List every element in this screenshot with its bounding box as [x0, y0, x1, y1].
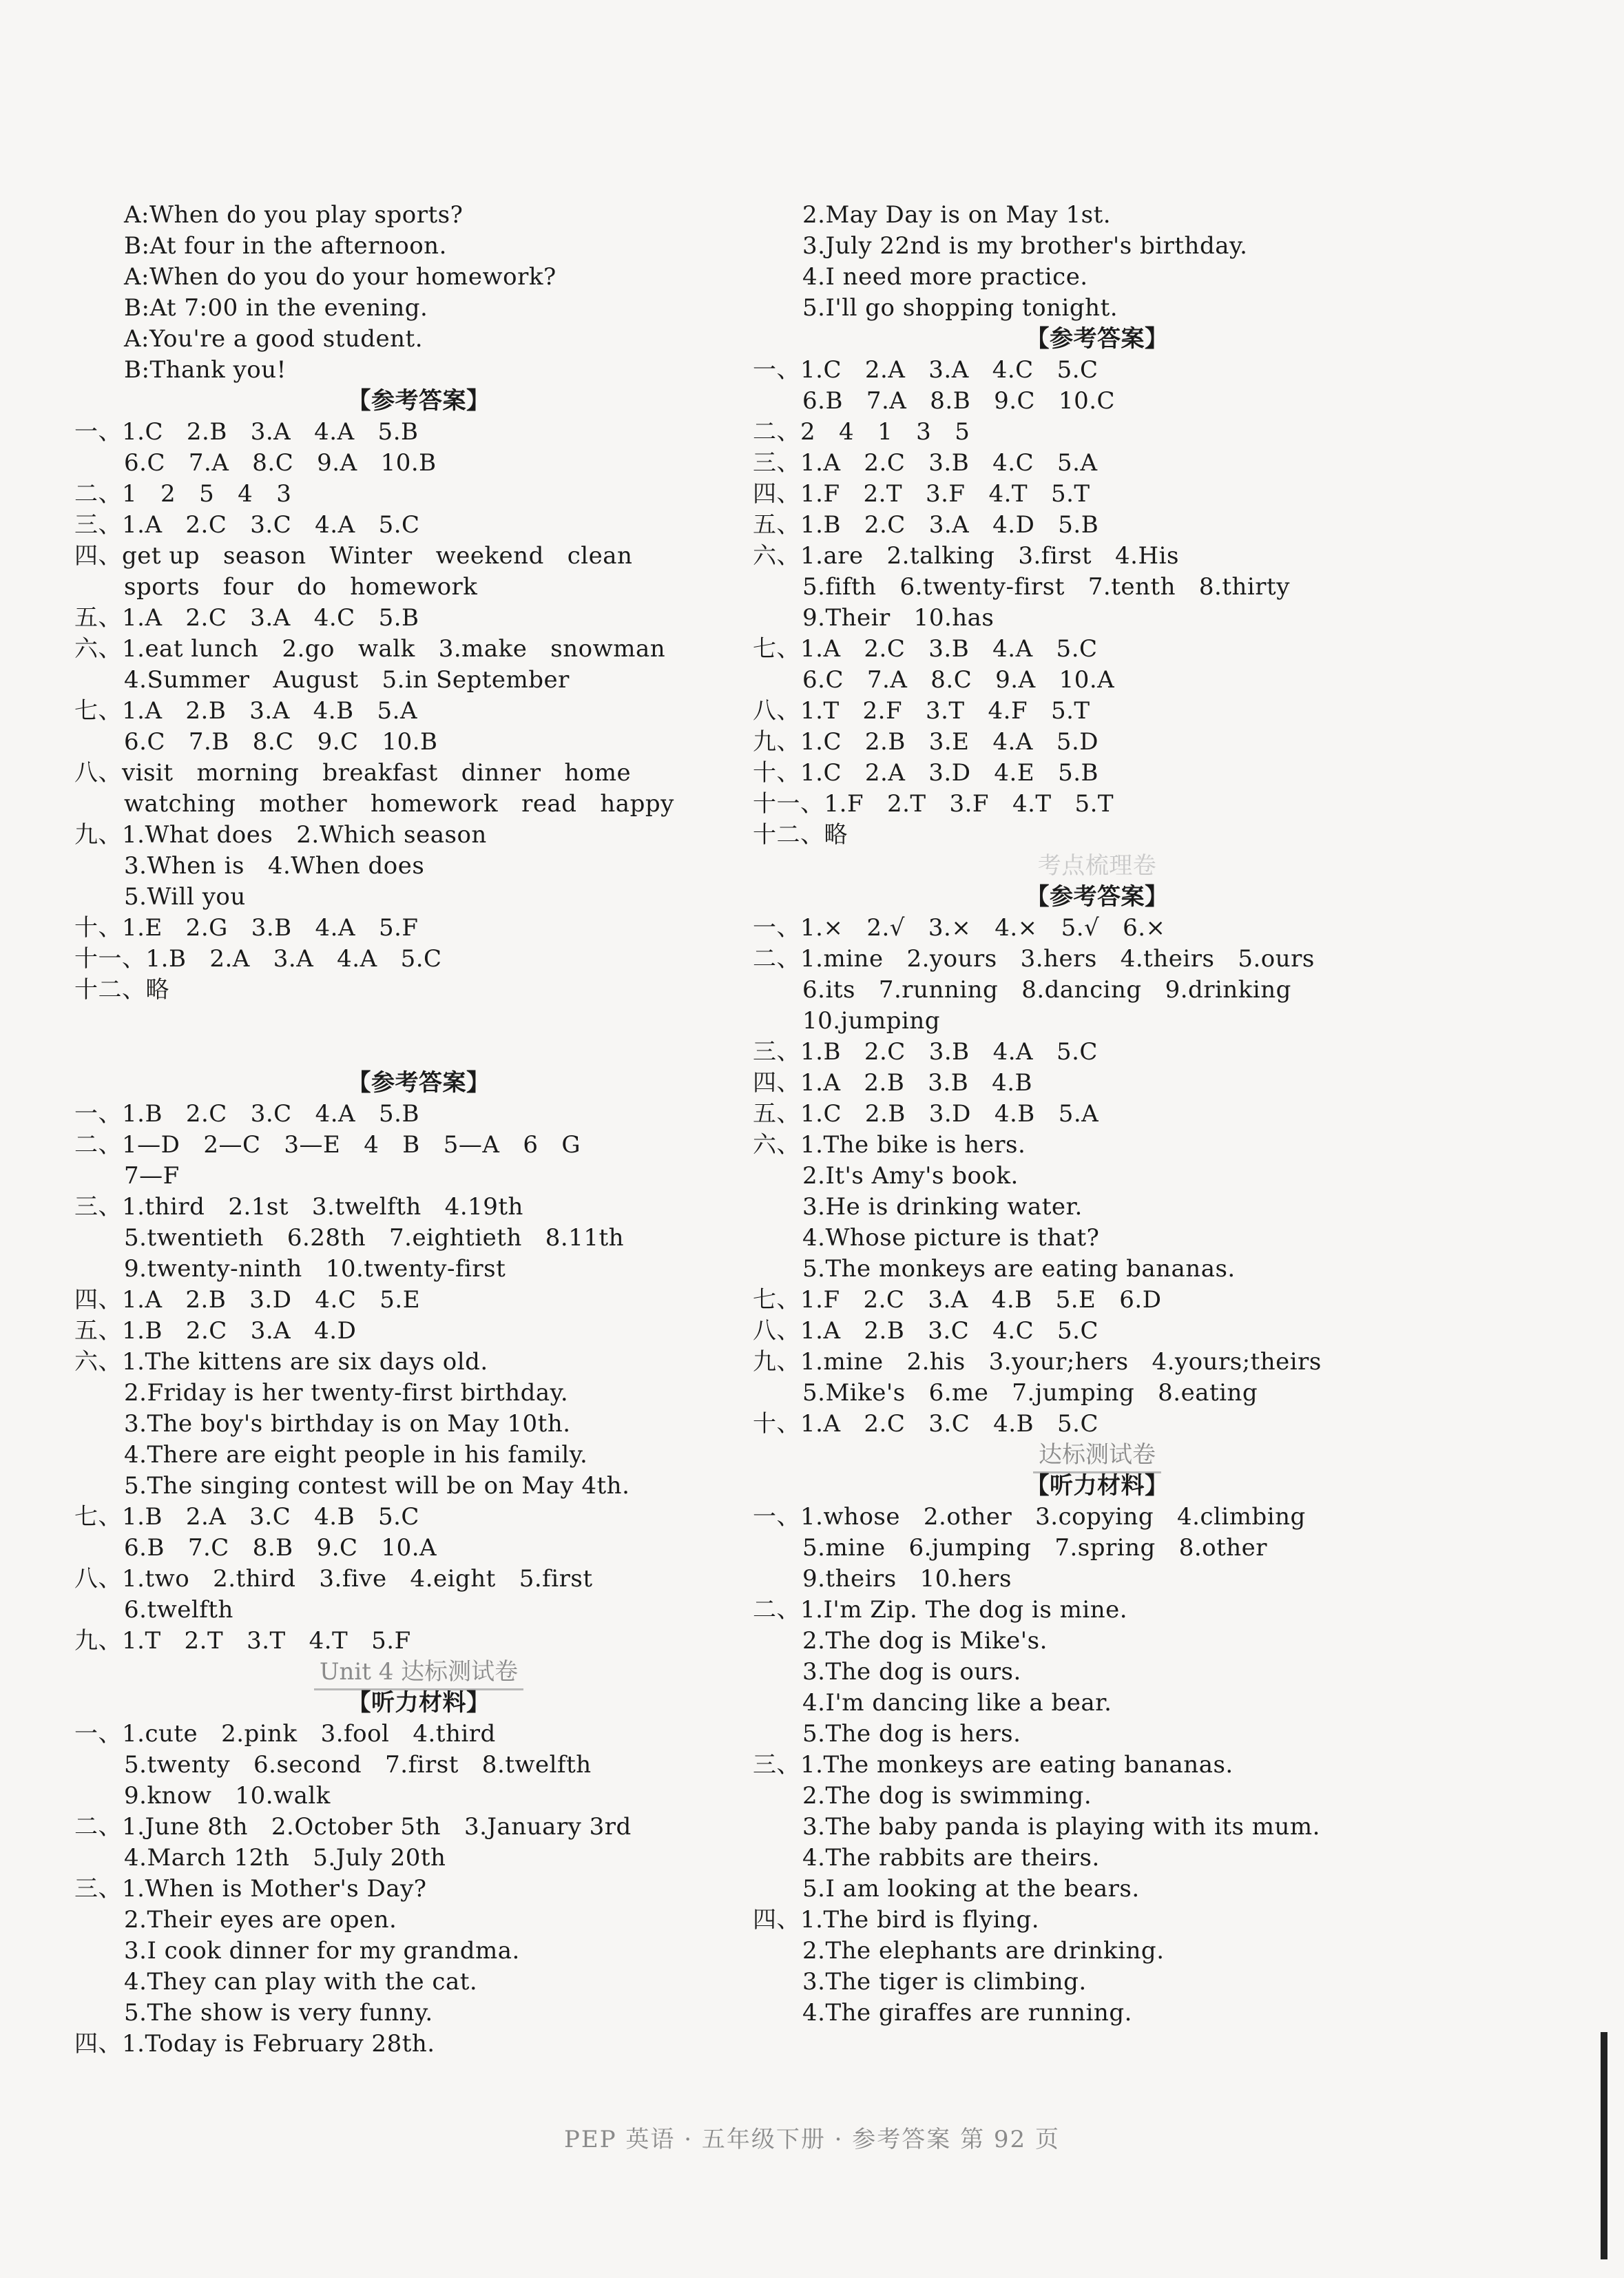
answer-line: 2.It's Amy's book.	[802, 1162, 1019, 1190]
answer-line: 五、1.B 2.C 3.A 4.D 5.B	[753, 511, 1099, 539]
answer-line: 4.They can play with the cat.	[124, 1968, 478, 1996]
answer-line: 4.There are eight people in his family.	[124, 1441, 588, 1469]
unit-heading-text: 达标测试卷	[1033, 1441, 1161, 1473]
answer-line: 2.The dog is Mike's.	[802, 1627, 1048, 1655]
answer-line: 3.The baby panda is playing with its mum.	[802, 1813, 1320, 1841]
answer-line: 5.mine 6.jumping 7.spring 8.other	[802, 1534, 1268, 1562]
answer-line: 八、visit morning breakfast dinner home	[74, 759, 632, 787]
answer-line: 一、1.cute 2.pink 3.fool 4.third	[74, 1720, 496, 1748]
answer-line: 3.He is drinking water.	[802, 1193, 1083, 1221]
answer-line: 4.The giraffes are running.	[802, 1999, 1132, 2027]
answer-line: 3.The boy's birthday is on May 10th.	[124, 1410, 571, 1438]
answer-line: 4.Whose picture is that?	[802, 1224, 1100, 1252]
section-title: 【听力材料】	[1026, 1472, 1169, 1500]
answer-line: 七、1.F 2.C 3.A 4.B 5.E 6.D	[753, 1286, 1162, 1314]
answer-line: 4.I'm dancing like a bear.	[802, 1689, 1112, 1717]
answer-line: 6.C 7.A 8.C 9.A 10.B	[124, 449, 437, 477]
answer-line: 3.The dog is ours.	[802, 1658, 1021, 1686]
answer-line: 2.The dog is swimming.	[802, 1782, 1092, 1810]
answer-line: 四、1.The bird is flying.	[753, 1906, 1040, 1934]
answer-line: 3.The tiger is climbing.	[802, 1968, 1087, 1996]
answer-line: 5.Mike's 6.me 7.jumping 8.eating	[802, 1379, 1258, 1407]
answer-line: 5.I'll go shopping tonight.	[802, 294, 1118, 322]
answer-line: 九、1.T 2.T 3.T 4.T 5.F	[74, 1627, 411, 1655]
answer-line: watching mother homework read happy	[124, 790, 674, 818]
answer-line: 三、1.The monkeys are eating bananas.	[753, 1751, 1233, 1779]
answer-line: 五、1.A 2.C 3.A 4.C 5.B	[74, 604, 419, 632]
answer-line: 2.Their eyes are open.	[124, 1906, 397, 1934]
answer-line: 九、1.What does 2.Which season	[74, 821, 487, 849]
answer-line: 9.twenty-ninth 10.twenty-first	[124, 1255, 506, 1283]
answer-line: 6.its 7.running 8.dancing 9.drinking	[802, 976, 1291, 1004]
section-title: 【参考答案】	[347, 1069, 490, 1097]
answer-line: 十一、1.F 2.T 3.F 4.T 5.T	[753, 790, 1114, 818]
answer-line: 6.B 7.C 8.B 9.C 10.A	[124, 1534, 437, 1562]
answer-line: 5.fifth 6.twenty-first 7.tenth 8.thirty	[802, 573, 1290, 601]
answer-line: 二、1 2 5 4 3	[74, 480, 292, 508]
answer-line: 七、1.B 2.A 3.C 4.B 5.C	[74, 1503, 419, 1531]
answer-line: 3.July 22nd is my brother's birthday.	[802, 232, 1248, 260]
answer-line: 二、1.June 8th 2.October 5th 3.January 3rd	[74, 1813, 632, 1841]
answer-line: 四、1.Today is February 28th.	[74, 2030, 435, 2058]
answer-line: 二、1—D 2—C 3—E 4 B 5—A 6 G	[74, 1131, 581, 1159]
answer-line: 2.Friday is her twenty-first birthday.	[124, 1379, 569, 1407]
answer-line: 10.jumping	[802, 1007, 941, 1035]
answer-line: 一、1.× 2.√ 3.× 4.× 5.√ 6.×	[753, 914, 1166, 942]
answer-line: 一、1.C 2.B 3.A 4.A 5.B	[74, 418, 419, 446]
right-column	[753, 200, 1441, 2029]
answer-line: 5.The monkeys are eating bananas.	[802, 1255, 1236, 1283]
answer-line: B:At 7:00 in the evening.	[124, 294, 428, 322]
answer-line: 9.know 10.walk	[124, 1782, 331, 1810]
answer-line: 5.twentieth 6.28th 7.eightieth 8.11th	[124, 1224, 625, 1252]
answer-line: 4.Summer August 5.in September	[124, 666, 570, 694]
answer-line: 6.C 7.A 8.C 9.A 10.A	[802, 666, 1115, 694]
answer-line	[74, 1037, 763, 1068]
unit-heading	[74, 1657, 763, 1688]
answer-line: 七、1.A 2.C 3.B 4.A 5.C	[753, 635, 1098, 663]
answer-line: 八、1.T 2.F 3.T 4.F 5.T	[753, 697, 1090, 725]
answer-line: 十、1.E 2.G 3.B 4.A 5.F	[74, 914, 419, 942]
answer-line: 八、1.two 2.third 3.five 4.eight 5.first	[74, 1565, 593, 1593]
answer-line: 2.May Day is on May 1st.	[802, 201, 1112, 229]
answer-line: 四、1.A 2.B 3.B 4.B	[753, 1069, 1033, 1097]
answer-line: 6.B 7.A 8.B 9.C 10.C	[802, 387, 1116, 415]
answer-line: 6.twelfth	[124, 1596, 233, 1624]
answer-line: 9.theirs 10.hers	[802, 1565, 1012, 1593]
answer-line	[74, 1006, 763, 1037]
answer-line: 八、1.A 2.B 3.C 4.C 5.C	[753, 1317, 1099, 1345]
answer-line: A:You're a good student.	[124, 325, 424, 353]
answer-line: 二、1.I'm Zip. The dog is mine.	[753, 1596, 1128, 1624]
answer-line: 5.The show is very funny.	[124, 1999, 433, 2027]
answer-line: 9.Their 10.has	[802, 604, 995, 632]
section-title: 【听力材料】	[347, 1689, 490, 1717]
answer-line: 六、1.The bike is hers.	[753, 1131, 1026, 1159]
left-column	[74, 200, 763, 2060]
answer-line: B:Thank you!	[124, 356, 287, 384]
answer-line: 四、get up season Winter weekend clean	[74, 542, 633, 570]
answer-line: 三、1.third 2.1st 3.twelfth 4.19th	[74, 1193, 523, 1221]
answer-line: 5.The dog is hers.	[802, 1720, 1021, 1748]
answer-line: 九、1.mine 2.his 3.your;hers 4.yours;theirs	[753, 1348, 1322, 1376]
section-watermark-title: 考点梳理卷	[1037, 852, 1157, 880]
answer-line: 十、1.A 2.C 3.C 4.B 5.C	[753, 1410, 1099, 1438]
answer-line: 六、1.The kittens are six days old.	[74, 1348, 488, 1376]
answer-line: 一、1.B 2.C 3.C 4.A 5.B	[74, 1100, 419, 1128]
answer-line: 九、1.C 2.B 3.E 4.A 5.D	[753, 728, 1099, 756]
answer-line: 三、1.B 2.C 3.B 4.A 5.C	[753, 1038, 1098, 1066]
answer-line: 十一、1.B 2.A 3.A 4.A 5.C	[74, 945, 442, 973]
answer-line: 三、1.A 2.C 3.B 4.C 5.A	[753, 449, 1098, 477]
answer-line: 7—F	[124, 1162, 180, 1190]
answer-line: 5.The singing contest will be on May 4th.	[124, 1472, 630, 1500]
section-title: 【参考答案】	[347, 387, 490, 415]
answer-line: A:When do you do your homework?	[124, 263, 556, 291]
answer-line: 4.The rabbits are theirs.	[802, 1844, 1100, 1872]
answer-line: 3.When is 4.When does	[124, 852, 425, 880]
answer-line: 六、1.eat lunch 2.go walk 3.make snowman	[74, 635, 666, 663]
answer-line: 七、1.A 2.B 3.A 4.B 5.A	[74, 697, 418, 725]
answer-line: 十、1.C 2.A 3.D 4.E 5.B	[753, 759, 1099, 787]
answer-line: 十二、略	[753, 821, 848, 849]
answer-line: 一、1.whose 2.other 3.copying 4.climbing	[753, 1503, 1306, 1531]
section-title: 【参考答案】	[1026, 883, 1169, 911]
answer-line: 四、1.F 2.T 3.F 4.T 5.T	[753, 480, 1090, 508]
answer-line: 一、1.C 2.A 3.A 4.C 5.C	[753, 356, 1099, 384]
answer-line: 三、1.When is Mother's Day?	[74, 1875, 427, 1903]
answer-line: 3.I cook dinner for my grandma.	[124, 1937, 520, 1965]
answer-line: sports four do homework	[124, 573, 478, 601]
section-title: 【参考答案】	[1026, 325, 1169, 353]
answer-line: 5.Will you	[124, 883, 246, 911]
answer-line: 二、2 4 1 3 5	[753, 418, 970, 446]
answer-line: 五、1.C 2.B 3.D 4.B 5.A	[753, 1100, 1099, 1128]
answer-line: 四、1.A 2.B 3.D 4.C 5.E	[74, 1286, 421, 1314]
answer-line: 4.I need more practice.	[802, 263, 1088, 291]
answer-line: 2.The elephants are drinking.	[802, 1937, 1165, 1965]
answer-line: 5.I am looking at the bears.	[802, 1875, 1140, 1903]
answer-line: 4.March 12th 5.July 20th	[124, 1844, 446, 1872]
answer-line: B:At four in the afternoon.	[124, 232, 447, 260]
unit-heading	[753, 1440, 1441, 1471]
answer-line: 三、1.A 2.C 3.C 4.A 5.C	[74, 511, 420, 539]
page-footer: PEP 英语 · 五年级下册 · 参考答案 第 92 页	[564, 2126, 1060, 2153]
answer-line: 六、1.are 2.talking 3.first 4.His	[753, 542, 1179, 570]
answer-line: 6.C 7.B 8.C 9.C 10.B	[124, 728, 438, 756]
unit-heading-text: Unit 4 达标测试卷	[314, 1658, 523, 1690]
page-edge-shadow	[1601, 2032, 1607, 2259]
answer-line: 5.twenty 6.second 7.first 8.twelfth	[124, 1751, 592, 1779]
answer-line: 五、1.B 2.C 3.A 4.D	[74, 1317, 357, 1345]
answer-line: 二、1.mine 2.yours 3.hers 4.theirs 5.ours	[753, 945, 1315, 973]
answer-line: 十二、略	[74, 976, 169, 1004]
answer-line: A:When do you play sports?	[124, 201, 464, 229]
